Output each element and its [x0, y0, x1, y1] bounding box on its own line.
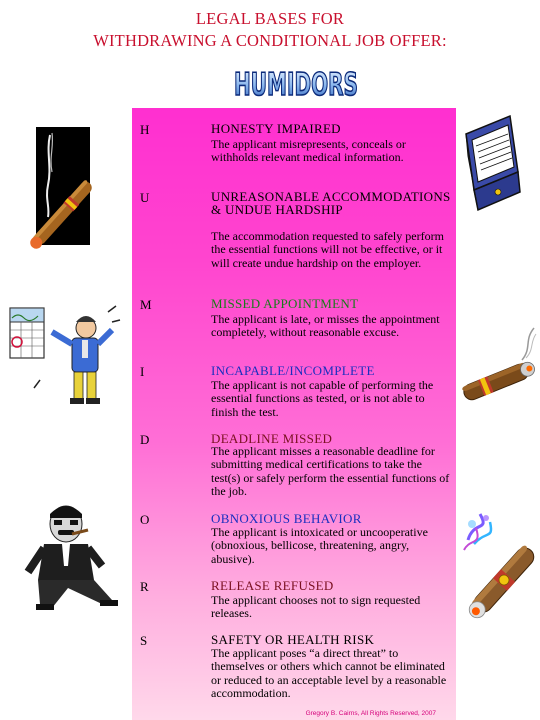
- item-heading: MISSED APPOINTMENT: [211, 296, 359, 311]
- item-description: The applicant misses a reasonable deadline for submitting medical certifications to take the test(s) or safely perform the essential functions of the job.: [211, 444, 450, 499]
- item-letter: M: [140, 297, 152, 312]
- item-description: The applicant is intoxicated or uncooperative (obnoxious, bellicose, threatening, angry, abusive).: [211, 525, 428, 566]
- item-letter: I: [140, 364, 145, 379]
- content-panel: [132, 108, 456, 720]
- calendar-man-icon: [4, 296, 122, 410]
- item-letter: S: [140, 633, 148, 648]
- item-description: The applicant is late, or misses the appointment completely, without reasonable excuse.: [211, 312, 440, 340]
- item-heading: OBNOXIOUS BEHAVIOR: [211, 511, 362, 526]
- item-heading: DEADLINE MISSED: [211, 431, 333, 446]
- item-letter: R: [140, 579, 149, 594]
- item-letter: D: [140, 432, 150, 447]
- item-heading: UNREASONABLE ACCOMMODATIONS & UNDUE HARDSHIP: [211, 189, 451, 217]
- item-heading: HONESTY IMPAIRED: [211, 121, 341, 136]
- cigar-small-icon: [462, 318, 540, 410]
- item-description: The applicant chooses not to sign requested releases.: [211, 593, 421, 621]
- item-letter: O: [140, 512, 150, 527]
- item-letter: U: [140, 190, 150, 205]
- humidors-logo-text: HUMIDORS: [234, 67, 358, 103]
- cigar-box-icon: [460, 112, 522, 218]
- item-description: The applicant misrepresents, conceals or withholds relevant medical information.: [211, 137, 406, 165]
- cigar-smoke-icon: [460, 510, 540, 620]
- humidors-logo: [232, 62, 360, 102]
- groucho-icon: [22, 500, 120, 616]
- item-heading: RELEASE REFUSED: [211, 578, 334, 593]
- page-title-line1: LEGAL BASES FOR: [195, 9, 345, 28]
- page-title-line2: WITHDRAWING A CONDITIONAL JOB OFFER:: [93, 31, 447, 50]
- item-heading: INCAPABLE/INCOMPLETE: [211, 363, 375, 378]
- item-heading: SAFETY OR HEALTH RISK: [211, 632, 375, 647]
- item-description: The accommodation requested to safely perform the essential functions will not be effective, or it will create undue hardship on the employer.: [211, 229, 444, 270]
- item-letter: H: [140, 122, 150, 137]
- item-description: The applicant is not capable of performing the essential functions as tested, or is not able to finish the test.: [211, 378, 434, 419]
- item-description: The applicant poses “a direct threat” to themselves or others which cannot be eliminated or reduced to an acceptable level by a reasonable accommodation.: [211, 646, 447, 701]
- copyright-text: Gregory B. Cairns, All Rights Reserved, 2007: [305, 710, 436, 717]
- cigar-icon: [36, 127, 90, 245]
